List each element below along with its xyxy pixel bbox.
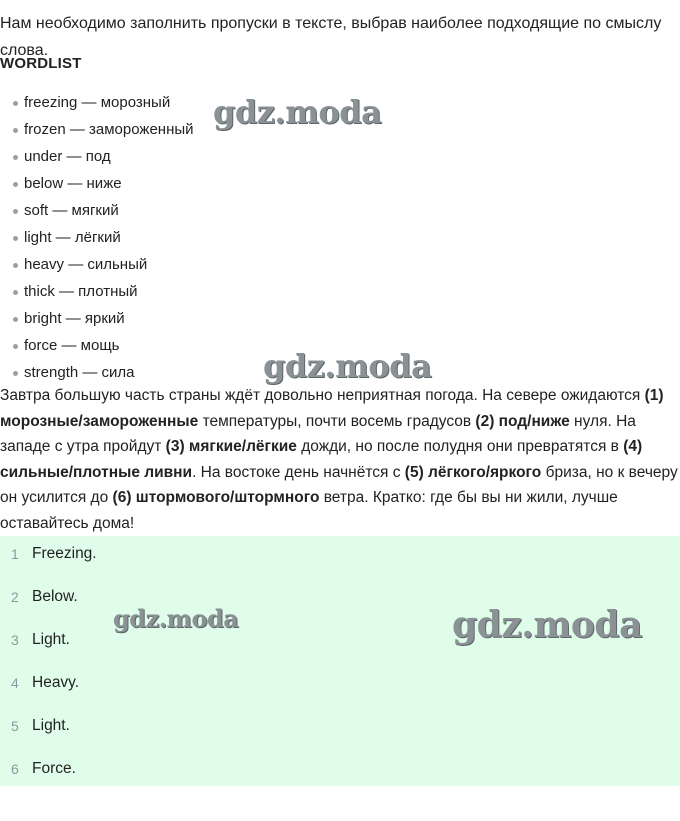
wordlist-item: below — ниже (0, 170, 194, 197)
bullet-icon (13, 290, 18, 295)
bullet-icon (13, 128, 18, 133)
answers-box (0, 536, 680, 786)
paragraph-text: бриза, но к вечеру он усилится до (0, 463, 678, 506)
bullet-icon (13, 155, 18, 160)
wordlist-item: soft — мягкий (0, 197, 194, 224)
answer-text: Heavy. (32, 674, 80, 691)
wordlist-item: under — под (0, 143, 194, 170)
paragraph-text: температуры, почти восемь градусов (198, 412, 476, 430)
answer-number: 4 (11, 675, 19, 691)
wordlist-item: freezing — морозный (0, 89, 194, 116)
paragraph-text: . На востоке день начнётся с (192, 463, 405, 481)
answer-number: 2 (11, 589, 19, 605)
answer-text: Force. (32, 760, 76, 777)
wordlist-item: light — лёгкий (0, 224, 194, 251)
paragraph-text: Завтра большую часть страны ждёт довольно неприятная погода. На севере ожидаются (0, 387, 645, 404)
bullet-icon (13, 263, 18, 268)
bullet-icon (13, 317, 18, 322)
watermark: gdz.moda (113, 604, 239, 633)
answer-row (0, 754, 680, 784)
bullet-icon (13, 209, 18, 214)
wordlist-item: frozen — замороженный (0, 116, 194, 143)
answer-row (0, 539, 680, 569)
wordlist-item: bright — яркий (0, 305, 194, 332)
paragraph-text: нуля. На западе с утра пройдут (0, 412, 636, 455)
bullet-icon (13, 101, 18, 106)
wordlist (0, 89, 194, 386)
answer-text: Below. (32, 588, 78, 605)
watermark: gdz.moda (263, 347, 432, 385)
gap-answer: (4) сильные/плотные ливни (0, 438, 643, 481)
intro-text: Нам необходимо заполнить пропуски в тексте, выбрав наиболее подходящие по смыслу слова. (0, 15, 662, 59)
answer-row (0, 711, 680, 741)
exercise-paragraph (0, 383, 680, 536)
wordlist-item: strength — сила (0, 359, 194, 386)
bullet-icon (13, 236, 18, 241)
bullet-icon (13, 371, 18, 376)
paragraph-text: ветра. Кратко: где бы вы ни жили, лучше оставайтесь дома! (0, 489, 618, 532)
gap-answer: (3) мягкие/лёгкие (165, 438, 297, 455)
gap-answer: (5) лёгкого/яркого (404, 463, 542, 481)
answer-row (0, 668, 680, 698)
answer-text: Freezing. (32, 545, 97, 562)
wordlist-item: thick — плотный (0, 278, 194, 305)
paragraph-text: дожди, но после полудня они превратятся в (296, 438, 624, 455)
watermark: gdz.moda (452, 604, 642, 646)
bullet-icon (13, 182, 18, 187)
answer-number: 6 (11, 761, 19, 777)
watermark: gdz.moda (213, 93, 382, 131)
answer-number: 3 (11, 632, 19, 648)
bullet-icon (13, 344, 18, 349)
gap-answer: (1) морозные/замороженные (0, 387, 664, 430)
wordlist-item: force — мощь (0, 332, 194, 359)
answer-number: 1 (11, 546, 19, 562)
wordlist-item: heavy — сильный (0, 251, 194, 278)
answer-number: 5 (11, 718, 19, 734)
answer-text: Light. (32, 717, 70, 734)
answer-text: Light. (32, 631, 70, 648)
gap-answer: (6) штормового/штормного (112, 489, 320, 506)
gap-answer: (2) под/ниже (475, 412, 570, 430)
wordlist-title: WORDLIST (0, 55, 82, 72)
